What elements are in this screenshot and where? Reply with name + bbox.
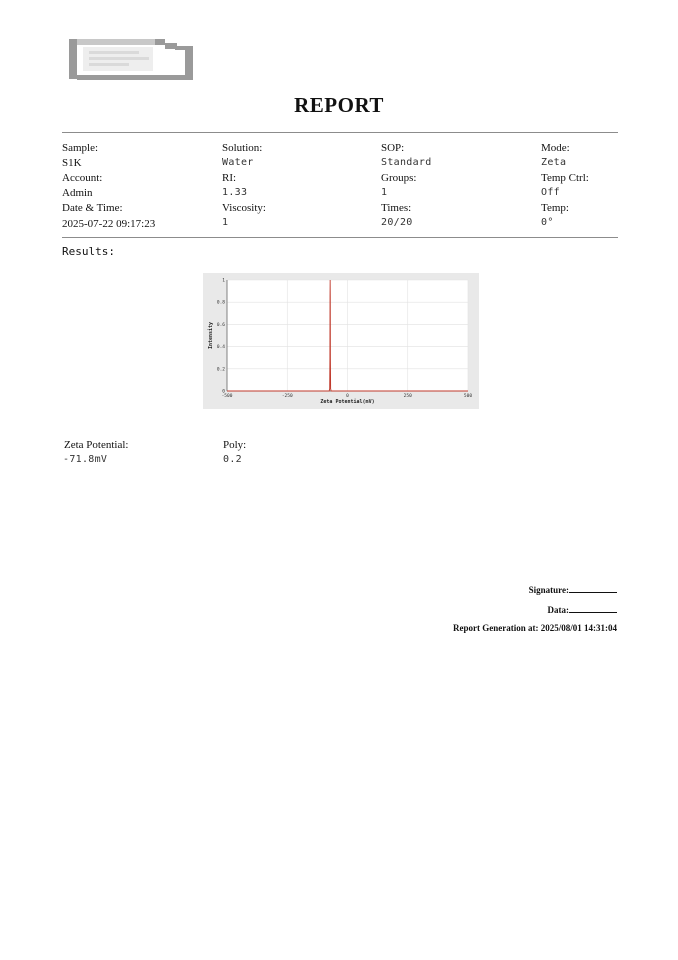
signature-blank bbox=[569, 583, 617, 593]
zeta-potential-value: -71.8mV bbox=[63, 454, 108, 465]
data-blank bbox=[569, 603, 617, 613]
report-title: REPORT bbox=[294, 93, 384, 117]
y-axis-label: Intensity bbox=[208, 321, 214, 350]
mode-label: Mode: bbox=[541, 142, 570, 154]
y-tick-label: 0.8 bbox=[216, 300, 225, 306]
y-tick-label: 0.4 bbox=[216, 345, 225, 351]
account-value: Admin bbox=[62, 187, 93, 199]
x-tick-label: -250 bbox=[281, 394, 293, 399]
zeta-chart-svg bbox=[203, 273, 479, 409]
datetime-label: Date & Time: bbox=[62, 202, 123, 214]
temp-value: 0° bbox=[541, 217, 554, 228]
generation-timestamp: Report Generation at: 2025/08/01 14:31:04 bbox=[453, 623, 617, 633]
sop-value: Standard bbox=[381, 157, 432, 168]
sop-label: SOP: bbox=[381, 142, 405, 154]
groups-label: Groups: bbox=[381, 172, 417, 184]
data-line bbox=[548, 603, 618, 615]
x-axis-label: Zeta Potential(mV) bbox=[320, 399, 375, 405]
header-divider bbox=[62, 132, 618, 133]
info-divider bbox=[62, 237, 618, 238]
company-logo bbox=[69, 37, 193, 80]
viscosity-value: 1 bbox=[222, 217, 229, 228]
times-label: Times: bbox=[381, 202, 412, 214]
y-tick-label: 1 bbox=[222, 278, 225, 284]
solution-value: Water bbox=[222, 157, 254, 168]
signature-line bbox=[529, 583, 617, 595]
x-tick-label: 250 bbox=[403, 394, 412, 399]
poly-value: 0.2 bbox=[223, 454, 242, 465]
viscosity-label: Viscosity: bbox=[222, 202, 266, 214]
results-heading: Results: bbox=[62, 245, 115, 258]
zeta-potential-label: Zeta Potential: bbox=[64, 439, 129, 451]
ri-label: RI: bbox=[222, 172, 237, 184]
x-tick-label: 0 bbox=[346, 394, 349, 399]
data-label: Data: bbox=[547, 605, 569, 615]
sample-value: S1K bbox=[62, 157, 82, 169]
groups-value: 1 bbox=[381, 187, 388, 198]
temp-label: Temp: bbox=[541, 202, 569, 214]
ri-value: 1.33 bbox=[222, 187, 248, 198]
y-tick-label: 0.6 bbox=[216, 322, 225, 328]
account-label: Account: bbox=[62, 172, 103, 184]
y-tick-label: 0 bbox=[222, 389, 225, 395]
times-value: 20/20 bbox=[381, 217, 413, 228]
poly-label: Poly: bbox=[223, 439, 247, 451]
temp-ctrl-value: Off bbox=[541, 187, 560, 198]
x-tick-label: 500 bbox=[463, 394, 473, 399]
signature-label: Signature: bbox=[528, 585, 569, 595]
x-tick-label: -500 bbox=[221, 394, 233, 399]
solution-label: Solution: bbox=[222, 142, 263, 154]
datetime-value: 2025-07-22 09:17:23 bbox=[62, 218, 156, 230]
sample-label: Sample: bbox=[62, 142, 99, 154]
temp-ctrl-label: Temp Ctrl: bbox=[541, 172, 589, 184]
y-tick-label: 0.2 bbox=[216, 367, 225, 373]
mode-value: Zeta bbox=[541, 157, 567, 168]
zeta-chart bbox=[203, 273, 479, 409]
